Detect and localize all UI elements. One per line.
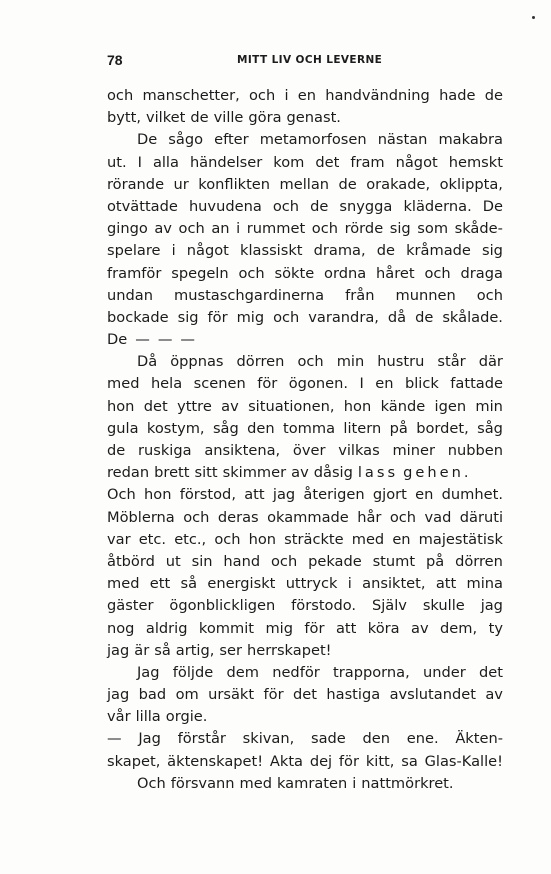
text-line: var etc. etc., och hon sträckte med en majestätisk <box>107 530 503 548</box>
text-line: med ett så energiskt uttryck i ansiktet, att mina <box>107 575 503 593</box>
text-line: framför spegeln och sökte ordna håret och draga <box>107 264 503 282</box>
text-line: De sågo efter metamorfosen nästan makabra <box>137 131 503 149</box>
text-line: nog aldrig kommit mig för att köra av dem, ty <box>107 619 503 637</box>
text-line: Och hon förstod, att jag återigen gjort en dumhet. <box>107 486 503 504</box>
text-line: Möblerna och deras okammade hår och vad däruti <box>107 508 503 526</box>
text-line: ut. I alla händelser kom det fram något hemskt <box>107 153 503 171</box>
text-line: redan brett sitt skimmer av dåsig lass gehen. <box>107 464 472 482</box>
text-line: jag är så artig, ser herrskapet! <box>107 641 332 659</box>
page-header <box>107 52 503 72</box>
text-line: bockade sig för mig och varandra, då de skålade. <box>107 308 503 326</box>
speck-mark <box>532 16 535 19</box>
text-line: åtbörd ut sin hand och pekade stumt på dörren <box>107 552 503 570</box>
page-number: 78 <box>107 52 123 68</box>
text-line: och manschetter, och i en handvändning hade de <box>107 87 503 104</box>
text-line: de ruskiga ansiktena, över vilkas miner nubben <box>107 442 503 459</box>
text-line: gäster ögonblickligen förstodo. Själv skulle jag <box>107 597 503 615</box>
text-line: bytt, vilket de ville göra genast. <box>107 109 341 127</box>
text-line: otvättade huvudena och de snygga kläderna. De <box>107 197 503 215</box>
text-line: gula kostym, såg den tomma litern på bordet, såg <box>107 419 503 437</box>
text-line: med hela scenen för ögonen. I en blick fattade <box>107 375 503 393</box>
text-line: vår lilla orgie. <box>107 708 208 726</box>
text-line: rörande ur konflikten mellan de orakade, oklippta, <box>107 175 503 193</box>
running-head: MITT LIV OCH LEVERNE <box>237 54 383 66</box>
text-line: undan mustaschgardinerna från munnen och <box>107 286 503 304</box>
text-line: skapet, äktenskapet! Akta dej för kitt, sa Glas-Kalle! <box>107 752 503 770</box>
text-line: jag bad om ursäkt för det hastiga avslutandet av <box>107 686 503 704</box>
text-line: Och försvann med kamraten i nattmörkret. <box>137 774 454 792</box>
text-line: De — — — <box>107 331 195 349</box>
text-line: Då öppnas dörren och min hustru står där <box>137 353 503 371</box>
body-text <box>107 85 503 795</box>
text-line: Jag följde dem nedför trapporna, under det <box>137 663 503 681</box>
text-line: hon det yttre av situationen, hon kände igen min <box>107 397 503 415</box>
text-line: gingo av och an i rummet och rörde sig som skåde- <box>107 220 503 238</box>
text-line: spelare i något klassiskt drama, de kråmade sig <box>107 242 503 260</box>
text-line: — Jag förstår skivan, sade den ene. Äkten- <box>107 730 503 748</box>
